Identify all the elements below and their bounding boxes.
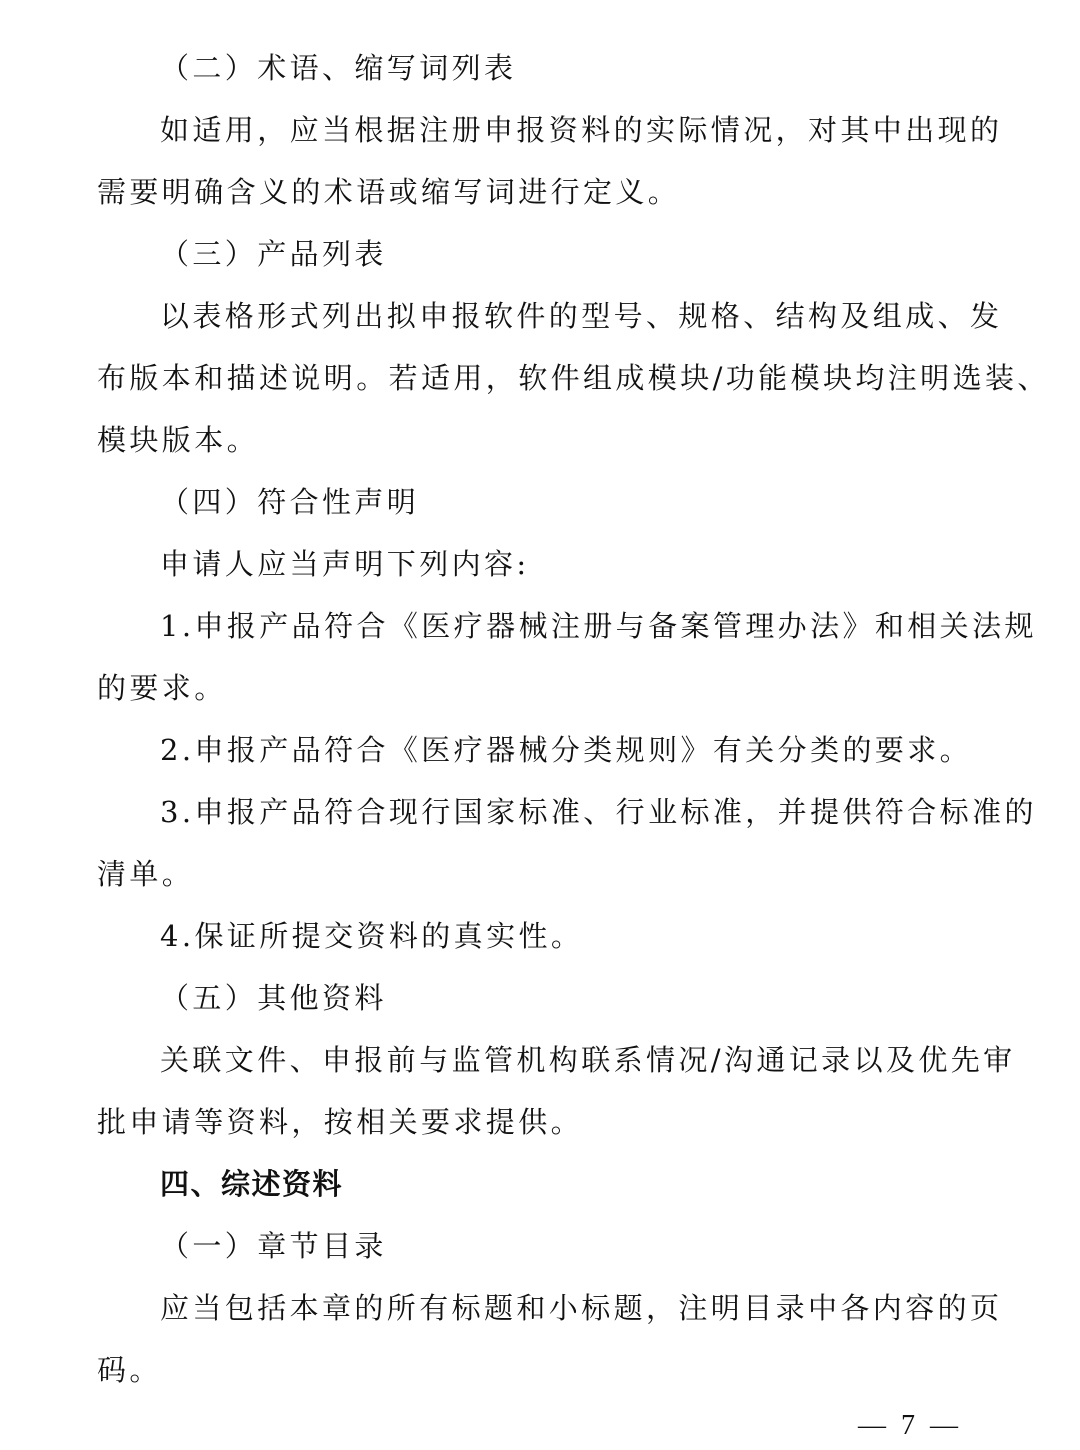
section-heading-terms: （二）术语、缩写词列表	[160, 51, 517, 85]
paragraph-conformity-intro: 申请人应当声明下列内容:	[160, 547, 530, 581]
conformity-item-3-line-1: 3.申报产品符合现行国家标准、行业标准，并提供符合标准的	[160, 795, 1037, 829]
section-heading-toc: （一）章节目录	[160, 1229, 387, 1263]
paragraph-product-list-line-2: 布版本和描述说明。若适用，软件组成模块/功能模块均注明选装、	[97, 361, 1050, 395]
paragraph-terms-line-2: 需要明确含义的术语或缩写词进行定义。	[97, 175, 681, 209]
conformity-item-1-line-1: 1.申报产品符合《医疗器械注册与备案管理办法》和相关法规	[160, 609, 1037, 643]
section-heading-other: （五）其他资料	[160, 981, 387, 1015]
paragraph-toc-line-1: 应当包括本章的所有标题和小标题，注明目录中各内容的页	[160, 1291, 1003, 1325]
conformity-item-2: 2.申报产品符合《医疗器械分类规则》有关分类的要求。	[160, 733, 973, 767]
conformity-item-3-line-2: 清单。	[97, 857, 195, 891]
paragraph-terms-line-1: 如适用，应当根据注册申报资料的实际情况，对其中出现的	[160, 113, 1003, 147]
section-heading-conformity: （四）符合性声明	[160, 485, 420, 519]
section-heading-product-list: （三）产品列表	[160, 237, 387, 271]
conformity-item-1-line-2: 的要求。	[97, 671, 227, 705]
paragraph-other-line-2: 批申请等资料，按相关要求提供。	[97, 1105, 584, 1139]
paragraph-product-list-line-1: 以表格形式列出拟申报软件的型号、规格、结构及组成、发	[160, 299, 1003, 333]
paragraph-toc-line-2: 码。	[97, 1353, 162, 1387]
paragraph-product-list-line-3: 模块版本。	[97, 423, 260, 457]
conformity-item-4: 4.保证所提交资料的真实性。	[160, 919, 584, 953]
page-number: — 7 —	[858, 1410, 962, 1441]
paragraph-other-line-1: 关联文件、申报前与监管机构联系情况/沟通记录以及优先审	[160, 1043, 1016, 1077]
chapter-heading-overview: 四、综述资料	[160, 1167, 344, 1201]
